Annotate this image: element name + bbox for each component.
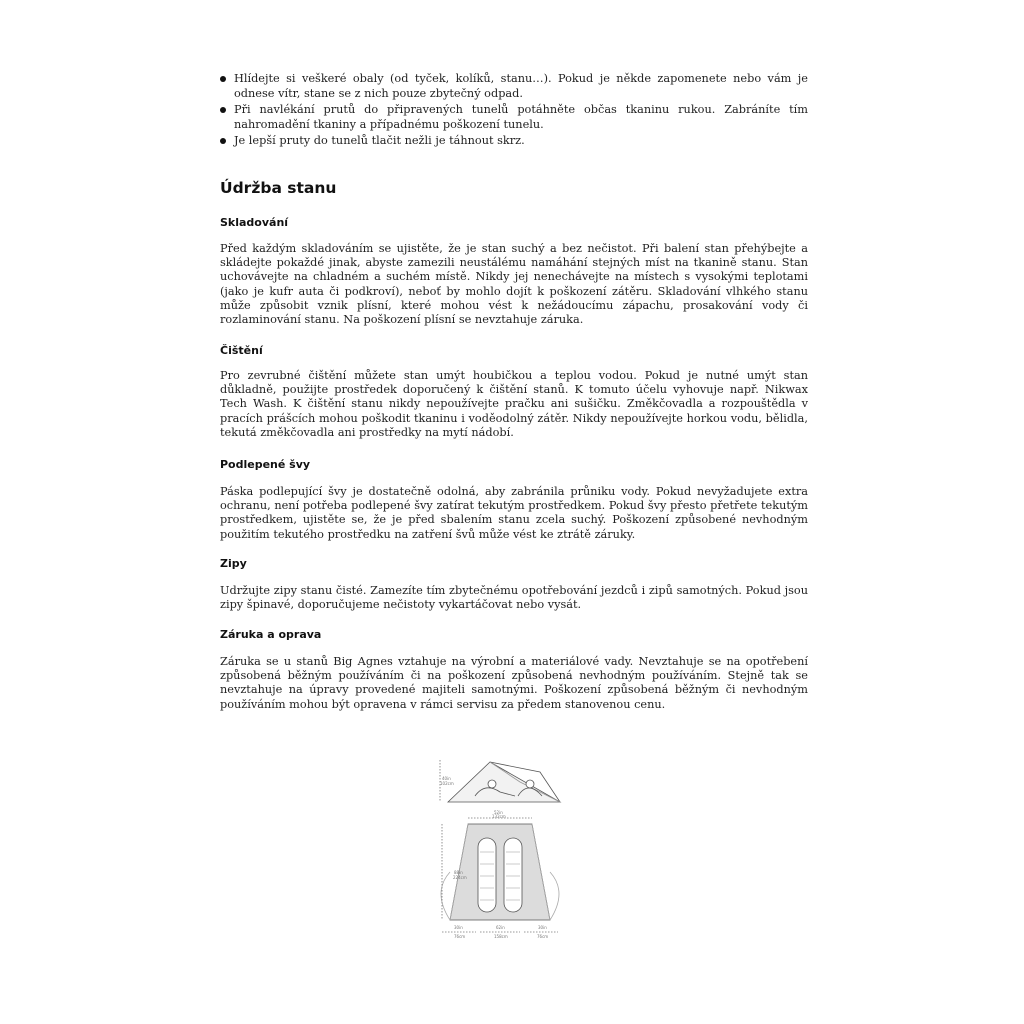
paragraph-storage: Před každým skladováním se ujistěte, že je stan suchý a bez nečistot. Při balení stan přehýbejte a skládejte pokaždé jinak, abyste zamezili neustálému namáhání stejných míst na tkanině stanu. Stan uchovávejte na chladném a suchém místě. Nikdy jej nenechávejte na místech s vysokými teplotami (jako je kufr auta či podkroví), neboť by mohlo dojít k poškození zátěru. Skladování vlhkého stanu může způsobit vznik plísní, které mohou vést k nežádoucímu zápachu, prosakování vody či rozlaminování stanu. Na poškození plísní se nevztahuje záruka.	[220, 242, 808, 327]
top-width-label-cm: 132cm	[492, 814, 506, 819]
subheading-zippers: Zipy	[220, 557, 247, 570]
paragraph-warranty: Záruka se u stanů Big Agnes vztahuje na výrobní a materiálové vady. Nevztahuje se na opotřebení způsobená běžným používáním či na poškození způsobená nevhodným používáním. Stejně tak se nevztahuje na úpravy provedené majiteli samotnými. Poškození způsobená běžným či nevhodným používáním mohou být opravena v rámci servisu za předem stanovenou cenu.	[220, 655, 808, 711]
bullet-text: Je lepší pruty do tunelů tlačit nežli je táhnout skrz.	[234, 134, 525, 147]
length-label-in: 88in	[454, 870, 463, 875]
bullet-text: Při navlékání prutů do připravených tunelů potáhněte občas tkaninu rukou. Zabráníte tím nahromadění tkaniny a případnému poškození tunelu.	[234, 103, 808, 131]
bullet-dot-icon	[220, 76, 226, 82]
bullet-dot-icon	[220, 138, 226, 144]
height-label-cm: 102cm	[440, 781, 454, 786]
subheading-cleaning: Čištění	[220, 344, 263, 357]
length-label-cm: 224cm	[453, 875, 467, 880]
bottom-left-label-cm: 76cm	[454, 934, 466, 939]
bullet-item	[220, 72, 808, 101]
bottom-right-label-in: 30in	[538, 925, 547, 930]
subheading-warranty: Záruka a oprava	[220, 628, 322, 641]
bottom-right-label-cm: 76cm	[537, 934, 549, 939]
tent-diagram-svg	[420, 752, 580, 944]
height-label-in: 40in	[442, 776, 451, 781]
top-width-label-in: 52in	[494, 810, 503, 815]
bottom-left-label-in: 30in	[454, 925, 463, 930]
bullet-text: Hlídejte si veškeré obaly (od tyček, kolíků, stanu…). Pokud je někde zapomenete nebo vám je odnese vítr, stane se z nich pouze zbytečný odpad.	[234, 72, 808, 100]
bottom-mid-label-in: 62in	[496, 925, 505, 930]
tent-side-view	[440, 760, 560, 802]
section-heading: Údržba stanu	[220, 179, 337, 197]
paragraph-cleaning: Pro zevrubné čištění můžete stan umýt houbičkou a teplou vodou. Pokud je nutné umýt stan důkladně, použijte prostředek doporučený k čištění stanů. K tomuto účelu vyhovuje např. Nikwax Tech Wash. K čištění stanu nikdy nepoužívejte pračku ani sušičku. Změkčovadla a rozpouštědla v pracích prášcích mohou poškodit tkaninu i voděodolný zátěr. Nikdy nepoužívejte horkou vodu, bělidla, tekutá změkčovadla ani prostředky na mytí nádobí.	[220, 369, 808, 439]
bullet-item	[220, 134, 808, 149]
bullet-list	[220, 72, 808, 151]
subheading-storage: Skladování	[220, 216, 289, 229]
subheading-seams: Podlepené švy	[220, 458, 311, 471]
tent-dimensions-diagram	[420, 752, 580, 944]
paragraph-seams: Páska podlepující švy je dostatečně odolná, aby zabránila průniku vody. Pokud nevyžadujete extra ochranu, není potřeba podlepené švy zatírat tekutým prostředkem. Pokud švy přesto přetřete tekutým prostředkem, ujistěte se, že je před sbalením stanu zcela suchý. Poškození způsobené nevhodným použitím tekutého prostředku na zatření švů může vést ke ztrátě záruky.	[220, 485, 808, 541]
bullet-dot-icon	[220, 107, 226, 113]
bullet-item	[220, 103, 808, 132]
paragraph-zippers: Udržujte zipy stanu čisté. Zamezíte tím zbytečnému opotřebování jezdců i zipů samotných. Pokud jsou zipy špinavé, doporučujeme nečistoty vykartáčovat nebo vysát.	[220, 584, 808, 612]
bottom-mid-label-cm: 158cm	[494, 934, 508, 939]
